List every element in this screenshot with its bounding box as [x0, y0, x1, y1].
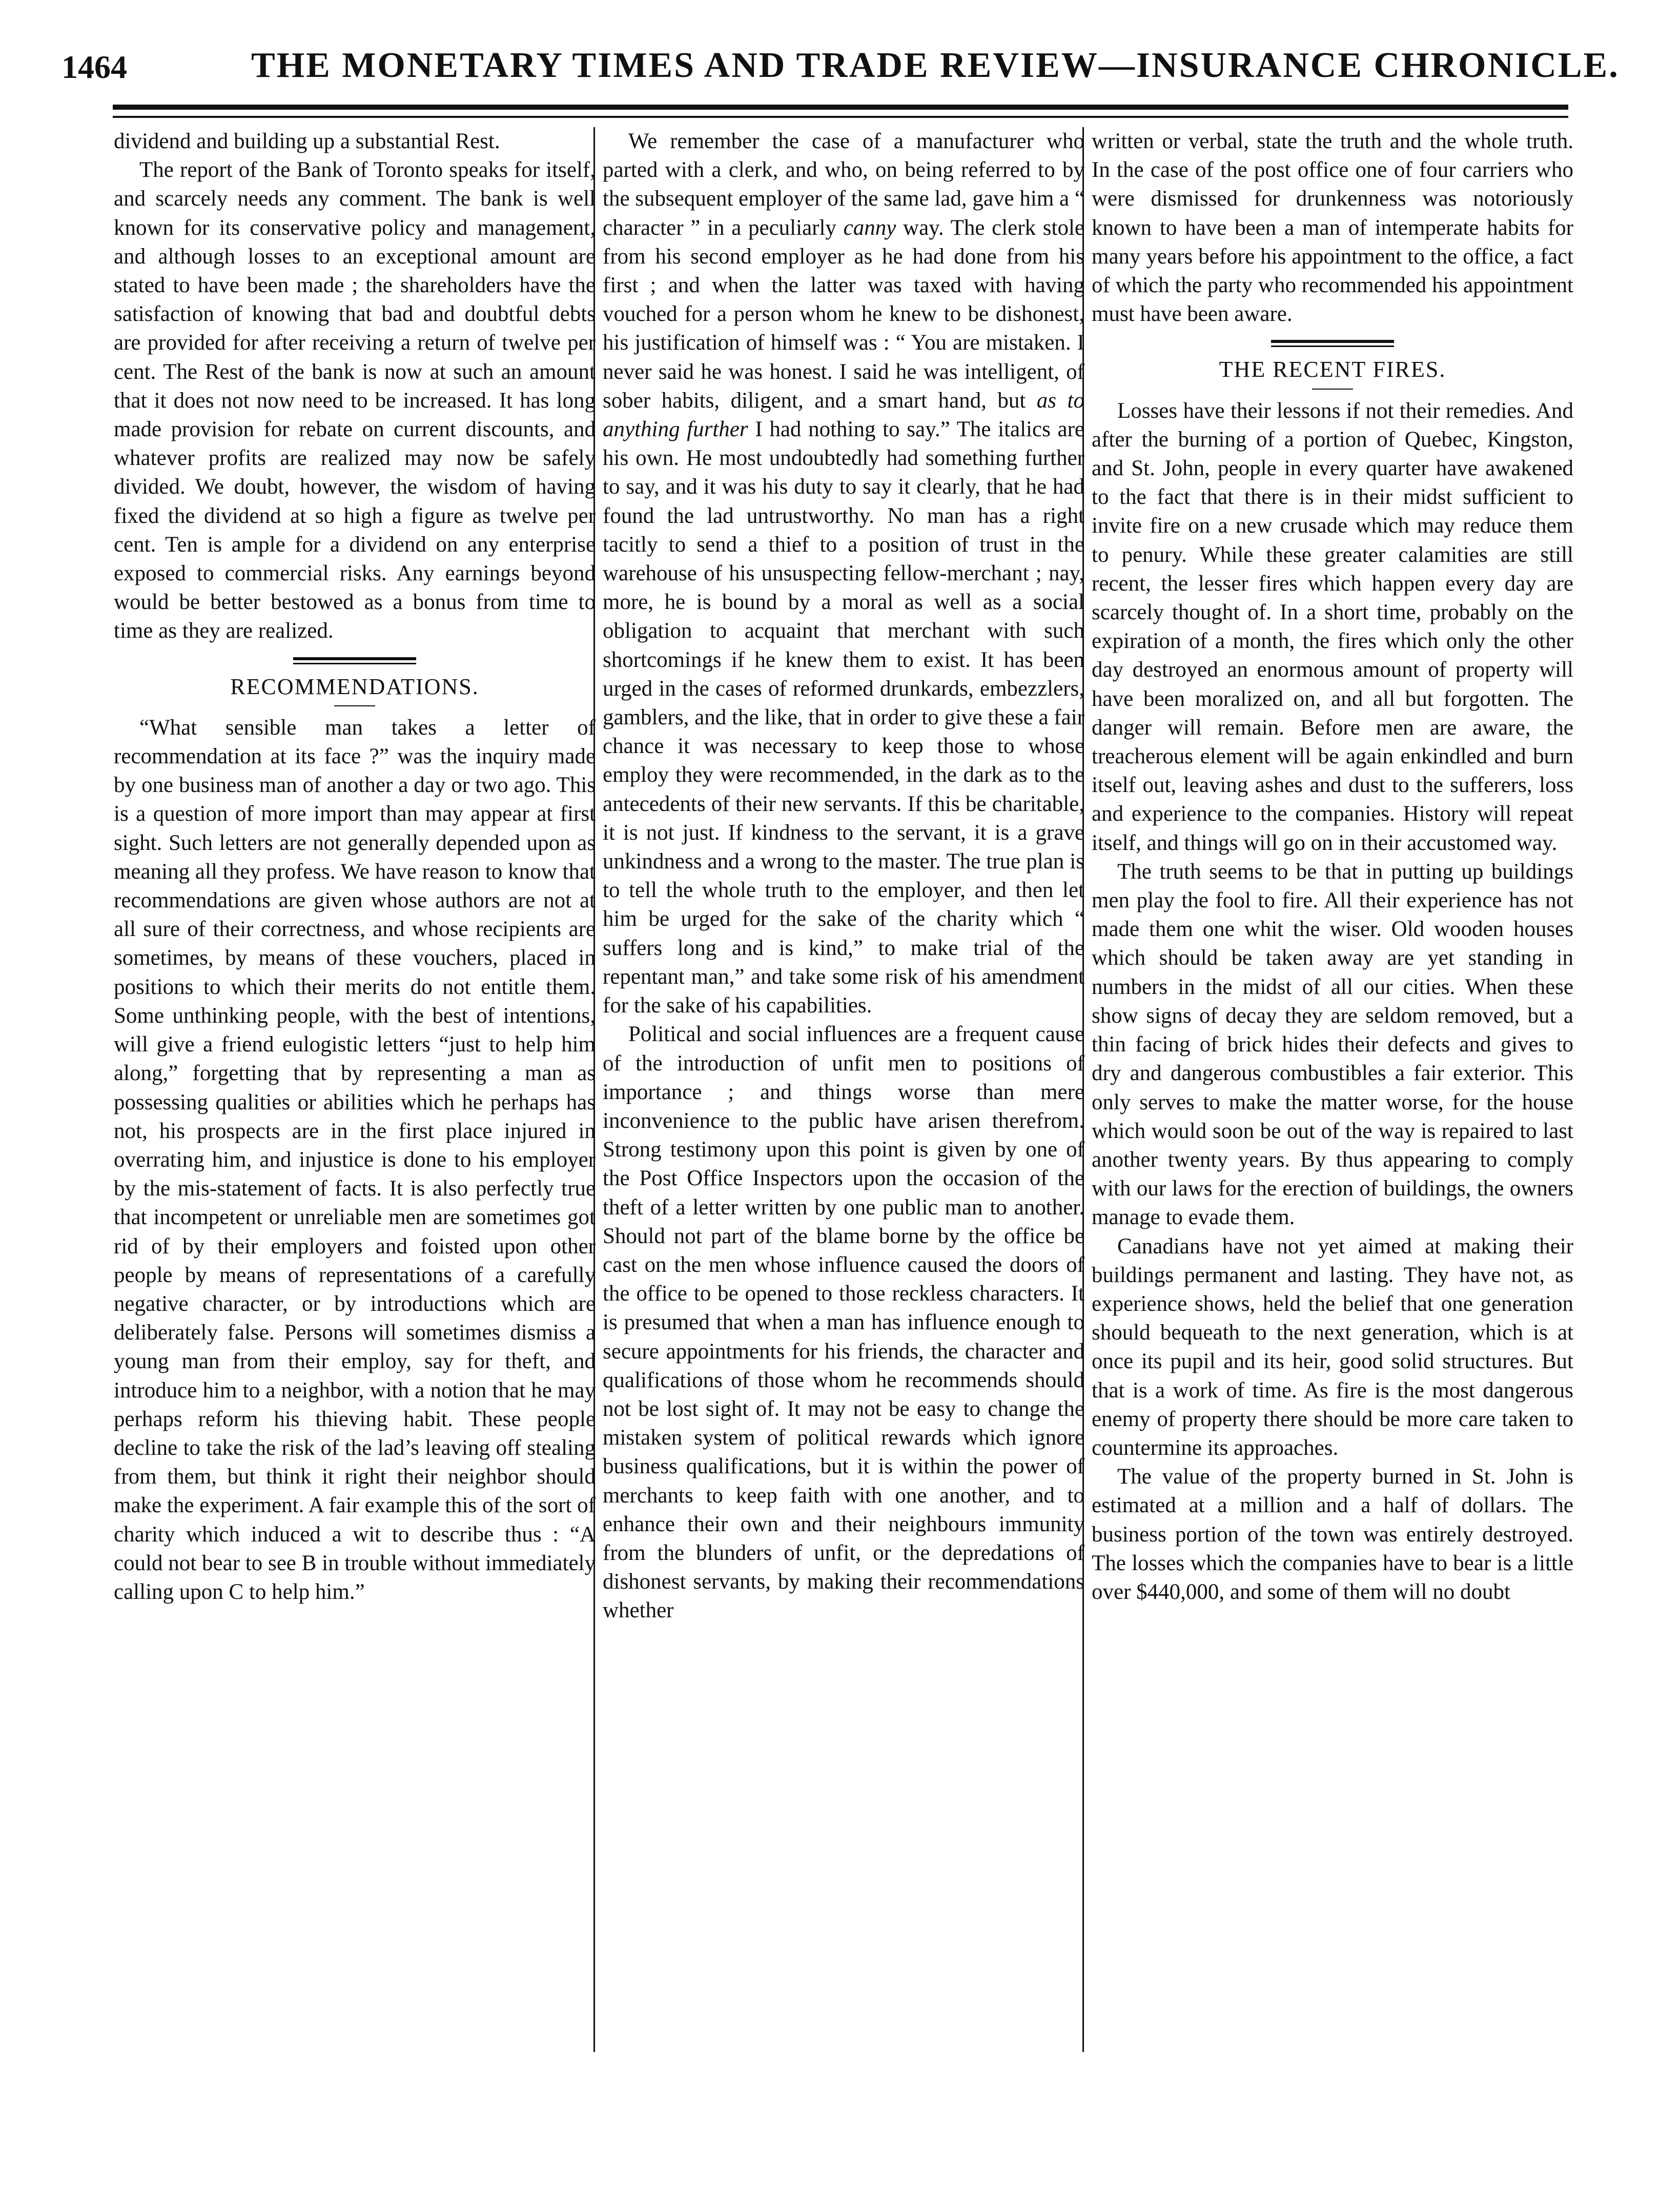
section-separator: [1271, 340, 1394, 347]
italic-text: canny: [843, 215, 896, 240]
section-heading-recommendations: RECOMMENDATIONS.: [230, 674, 479, 699]
heading-underline: [334, 705, 375, 706]
paragraph: Losses have their lessons if not their remedies. And after the burning of a portion of Quebec, Kingston, and St. John, people in every quarter have awakened to the fact that there is in their midst sufficient to invite fire on a new crusade which may reduce them to penury. While these greater calamities are still recent, the lesser fires which happen every day are scarcely thought of. In a short time, probably on the expiration of a month, the fires which only the other day destroyed an enormous amount of property will have been moralized on, and all but forgotten. The danger will remain. Before men are aware, the treacherous element will be again enkindled and burn itself out, leaving ashes and dust to the sufferers, loss and experience to the companies. History will repeat itself, and things will go on in their accustomed way.: [1092, 398, 1573, 855]
header-rule-thin: [113, 116, 1568, 118]
journal-title: THE MONETARY TIMES AND TRADE REVIEW—INSURANCE CHRONICLE.: [251, 46, 1620, 85]
paragraph: [603, 127, 1084, 1020]
text-run: I had nothing to say.” The italics are his own. He most undoubtedly had something further to say, and it was his duty to say it clearly, that he had found the lad untrustworthy. No man has a right tacitly to send a thief to a position of trust in the warehouse of his unsuspecting fellow-merchant ; nay, more, he is bound by a moral as well as a social obligation to acquaint that merchant with such shortcomings if he knew them to exist. It has been urged in the cases of reformed drunkards, embezzlers, gamblers, and the like, that in order to give these a fair chance it was necessary to keep those to whose employ they were recommended, in the dark as to the antecedents of their new servants. If this be charitable, it is not just. If kindness to the servant, it is a grave unkindness and a wrong to the master. The true plan is to tell the whole truth to the employer, and then let him be urged for the sake of the charity which “ suffers long and is kind,” to make trial of the repentant man,” and take some risk of his amendment for the sake of his capabilities.: [603, 417, 1084, 1018]
column-2: [603, 127, 1084, 1626]
section-heading-recent-fires: THE RECENT FIRES.: [1219, 357, 1446, 382]
paragraph: The truth seems to be that in putting up buildings men play the fool to fire. All their experience has not made them one whit the wiser. Old wooden houses which should be taken away are yet standing in numbers in the midst of all our cities. When these show signs of decay they are seldom removed, but a thin facing of brick hides their defects and gives to dry and dangerous combustibles a fair exterior. This only serves to make the matter worse, for the house which would soon be out of the way is repaired to last another twenty years. By thus appearing to comply with our laws for the erection of buildings, the owners manage to evade them.: [1092, 859, 1573, 1230]
header-rule-thick: [113, 105, 1568, 110]
heading-underline: [1312, 389, 1353, 390]
paragraph: “What sensible man takes a letter of recommendation at its face ?” was the inquiry made by one business man of another a day or two ago. This is a question of more import than may appear at first sight. Such letters are not generally depended upon as meaning all they profess. We have reason to know that recommendations are given whose authors are not at all sure of their correctness, and whose recipients are sometimes, by means of these vouchers, placed in positions to which their merits do not entitle them. Some unthinking people, with the best of intentions, will give a friend eulogistic letters “just to help him along,” forgetting that by representing a man as possessing qualities or abilities which he perhaps has not, his prospects are in the first place injured in overrating him, and injustice is done to his employer by the mis-statement of facts. It is also perfectly true that incompetent or unreliable men are sometimes got rid of by their employers and foisted upon other people by means of representations of a carefully negative character, or by introductions which are deliberately false. Persons will sometimes dismiss a young man from their employ, say for theft, and introduce him to a neighbor, with a notion that he may perhaps reform his thieving habit. These people decline to take the risk of the lad’s leaving off stealing from them, but think it right their neighbor should make the experiment. A fair example this of the sort of charity which induced a wit to describe thus : “A could not bear to see B in trouble without immediately calling upon C to help him.”: [114, 715, 596, 1604]
text-run: way. The clerk stole from his second employer as he had done from his first ; and when the latter was taxed with having vouched for a person whom he knew to be dishonest, his justification of himself was : “ You are mistaken. I never said he was honest. I said he was intelligent, of sober habits, diligent, and a smart hand, but: [603, 215, 1085, 413]
italic-text: as to anything further: [603, 388, 1084, 442]
text-run: We remember the case of a manufacturer who parted with a clerk, and who, on being referred to by the subsequent employer of the same lad, gave him a “ character ” in a peculiarly: [603, 129, 1084, 240]
paragraph: The value of the property burned in St. John is estimated at a million and a half of dollars. The business portion of the town was entirely destroyed. The losses which the companies have to bear is a little over $440,000, and some of them will no doubt: [1092, 1465, 1573, 1604]
column-1: [114, 127, 596, 1607]
column-3: [1092, 127, 1573, 1607]
paragraph: Political and social influences are a frequent cause of the introduction of unfit men to positions of importance ; and things worse than mere inconvenience to the public have arisen therefrom. Strong testimony upon this point is given by one of the Post Office Inspectors upon the occasion of the theft of a letter written by one public man to another. Should not part of the blame borne by the office be cast on the men whose influence caused the doors of the office to be opened to those reckless characters. It is presumed that when a man has influence enough to secure appointments for his friends, the character and qualifications of those whom he recommends should not be lost sight of. It may not be easy to change the mistaken system of political rewards which ignore business qualifications, but it is within the power of merchants to keep faith with one another, and to enhance their own and their neighbours immunity from the blunders of unfit, or the depredations of dishonest servants, by making their recommendations whether: [603, 1022, 1084, 1623]
page-header: [62, 41, 1620, 97]
page-number: 1464: [62, 49, 127, 85]
paragraph: The report of the Bank of Toronto speaks for itself, and scarcely needs any comment. The bank is well known for its conservative policy and management, and although losses to an exceptional amount are stated to have been made ; the shareholders have the satisfaction of knowing that bad and doubtful debts are provided for after receiving a return of twelve per cent. The Rest of the bank is now at such an amount that it does not now need to be increased. It has long made provision for rebate on current discounts, and whatever profits are realized may now be safely divided. We doubt, however, the wisdom of having fixed the dividend at so high a figure as twelve per cent. Ten is ample for a dividend on any enterprise exposed to commercial risks. Any earnings beyond would be better bestowed as a bonus from time to time as they are realized.: [114, 158, 596, 643]
section-separator: [293, 657, 416, 664]
paragraph: dividend and building up a substantial Rest.: [114, 129, 500, 153]
paragraph: Canadians have not yet aimed at making their buildings permanent and lasting. They have not, as experience shows, held the belief that one generation should bequeath to the next generation, which is at once its pupil and its heir, good solid structures. But that is a work of time. As fire is the most dangerous enemy of property there should be more care taken to countermine its approaches.: [1092, 1234, 1573, 1460]
paragraph: written or verbal, state the truth and the whole truth. In the case of the post office one of four carriers who were dismissed for drunkenness was notoriously known to have been a man of intemperate habits for many years before his appointment to the office, a fact of which the party who recommended his appointment must have been aware.: [1092, 129, 1573, 327]
